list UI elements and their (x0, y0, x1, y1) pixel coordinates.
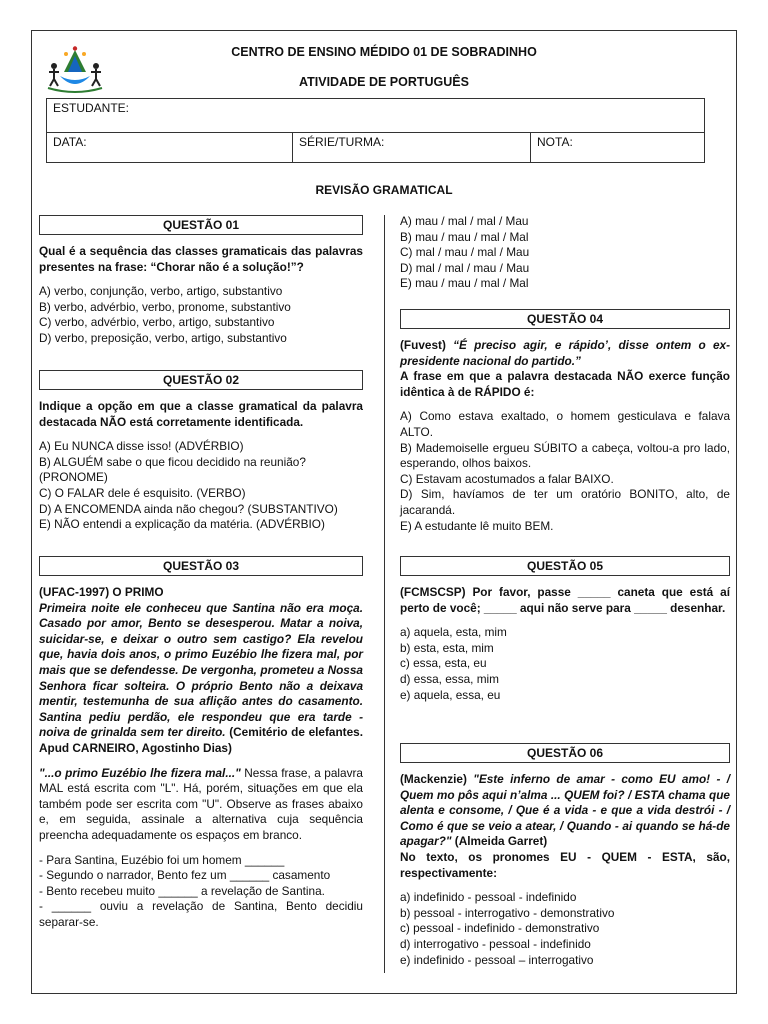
question-prompt: A frase em que a palavra destacada NÃO exerce função idêntica à de RÁPIDO é: (400, 369, 730, 399)
date-field[interactable]: DATA: (47, 133, 293, 163)
fill-item: - Para Santina, Euzébio foi um homem ______ (39, 852, 285, 867)
question-05-title: QUESTÃO 05 (400, 556, 730, 576)
question-03 (39, 585, 363, 930)
option[interactable]: E) NÃO entendi a explicação da matéria. (ADVÉRBIO) (39, 517, 325, 532)
question-04-title: QUESTÃO 04 (400, 309, 730, 329)
excerpt-text: Primeira noite ele conheceu que Santina não era moça. Casado por amor, Bento se desesperou. Matar a noiva, suicidar-se, e deixar o outro sem castigo? Ela revelou que, havia dois anos, o primo Euzébio lhe fizera mal, por mais que se defendesse. De vergonha, prometeu a Nossa Senhora ficar solteira. O próprio Bento não a deixava mentir, testemunha de sua aflição antes do casamento. Santina pediu perdão, ele respondeu que era tarde - noiva de grinalda sem ter direito. (39, 600, 363, 740)
question-01 (39, 244, 363, 347)
activity-title: ATIVIDADE DE PORTUGUÊS (299, 75, 469, 89)
question-03-options (400, 214, 730, 292)
option[interactable]: d) interrogativo - pessoal - indefinido (400, 936, 591, 951)
section-title: REVISÃO GRAMATICAL (315, 183, 453, 197)
question-01-title: QUESTÃO 01 (39, 215, 363, 235)
question-02-title: QUESTÃO 02 (39, 370, 363, 390)
quote: "...o primo Euzébio lhe fizera mal..." (39, 765, 241, 780)
quote: “É preciso agir, e rápido’, disse ontem o ex-presidente nacional do partido.” (400, 338, 730, 368)
option[interactable]: D) verbo, preposição, verbo, artigo, substantivo (39, 330, 287, 345)
option[interactable]: A) Como estava exaltado, o homem gesticulava e falava ALTO. (400, 409, 730, 439)
option[interactable]: B) Mademoiselle ergueu SÚBITO a cabeça, voltou-a pro lado, esperando, olhos baixos. (400, 440, 730, 471)
quote-author: (Almeida Garret) (451, 834, 548, 849)
option[interactable]: C) Estavam acostumados a falar BAIXO. (400, 471, 614, 486)
excerpt-citation: (Cemitério de elefantes. Apud CARNEIRO, Agostinho Dias) (39, 725, 363, 755)
score-field[interactable]: NOTA: (531, 133, 705, 163)
option[interactable]: b) esta, esta, mim (400, 640, 494, 655)
question-02 (39, 399, 363, 533)
option[interactable]: E) A estudante lê muito BEM. (400, 518, 554, 533)
option[interactable]: C) verbo, advérbio, verbo, artigo, substantivo (39, 315, 275, 330)
option[interactable]: c) essa, esta, eu (400, 656, 487, 671)
fill-item: - Bento recebeu muito ______ a revelação de Santina. (39, 883, 325, 898)
question-source: (Mackenzie) (400, 772, 467, 786)
question-prompt: (FCMSCSP) Por favor, passe _____ caneta que está aí perto de você; _____ aqui não serve para _____ desenhar. (400, 585, 730, 615)
question-prompt: Indique a opção em que a classe gramatical da palavra destacada NÃO está corretamente identificada. (39, 399, 363, 429)
option[interactable]: C) mal / mau / mal / Mau (400, 245, 530, 260)
option[interactable]: A) Eu NUNCA disse isso! (ADVÉRBIO) (39, 439, 244, 454)
question-05 (400, 585, 730, 703)
option[interactable]: c) pessoal - indefinido - demonstrativo (400, 921, 600, 936)
option[interactable]: A) mau / mal / mal / Mau (400, 214, 529, 228)
quote: "Este inferno de amar - como EU amo! - / Quem mo pôs aqui n’alma ... QUEM foi? / ESTA chama que alenta e consome, / Que é a vida - e que a vida destrói - / Como é que se veio a atear, / Quando - ai quando se há-de apagar?" (400, 772, 731, 849)
fill-item: - Segundo o narrador, Bento fez um ______ casamento (39, 868, 331, 883)
option[interactable]: B) verbo, advérbio, verbo, pronome, substantivo (39, 299, 291, 314)
grade-field[interactable]: SÉRIE/TURMA: (293, 133, 531, 163)
option[interactable]: B) mau / mau / mal / Mal (400, 229, 529, 244)
option[interactable]: D) mal / mal / mau / Mau (400, 260, 530, 275)
question-prompt: No texto, os pronomes EU - QUEM - ESTA, são, respectivamente: (400, 849, 730, 880)
option[interactable]: b) pessoal - interrogativo - demonstrativo (400, 905, 615, 920)
option[interactable]: E) mau / mau / mal / Mal (400, 276, 529, 291)
option[interactable]: D) A ENCOMENDA ainda não chegou? (SUBSTANTIVO) (39, 501, 338, 516)
question-04 (400, 338, 730, 534)
option[interactable]: e) indefinido - pessoal – interrogativo (400, 952, 594, 967)
option[interactable]: a) indefinido - pessoal - indefinido (400, 890, 577, 905)
option[interactable]: C) O FALAR dele é esquisito. (VERBO) (39, 485, 246, 500)
column-divider (384, 215, 385, 973)
option[interactable]: e) aquela, essa, eu (400, 687, 501, 702)
question-03-title: QUESTÃO 03 (39, 556, 363, 576)
student-field[interactable]: ESTUDANTE: (47, 99, 705, 133)
question-source: (Fuvest) (400, 338, 446, 352)
school-name: CENTRO DE ENSINO MÉDIDO 01 DE SOBRADINHO (231, 45, 537, 59)
question-prompt: Qual é a sequência das classes gramaticais das palavras presentes na frase: “Chorar não é a solução!”? (39, 244, 363, 274)
fill-item: - ______ ouviu a revelação de Santina, Bento decidiu separar-se. (39, 899, 363, 929)
option[interactable]: A) verbo, conjunção, verbo, artigo, substantivo (39, 284, 283, 299)
question-06 (400, 772, 730, 968)
option[interactable]: D) Sim, havíamos de ter um oratório BONITO, alto, de jacarandá. (400, 487, 730, 517)
student-info-table (46, 98, 705, 163)
instruction: Nessa frase, a palavra MAL está escrita com "L". Há, porém, situações em que ela também pode ser escrita com "U". Observe as frases abaixo e, em seguida, assinale a alternativa cuja sequência preencha adequadamente os espaços em branco. (39, 765, 363, 842)
question-source: (UFAC-1997) O PRIMO (39, 585, 164, 599)
option[interactable]: a) aquela, esta, mim (400, 625, 507, 640)
option[interactable]: d) essa, essa, mim (400, 671, 499, 686)
option[interactable]: B) ALGUÉM sabe o que ficou decidido na reunião? (PRONOME) (39, 454, 306, 485)
question-06-title: QUESTÃO 06 (400, 743, 730, 763)
